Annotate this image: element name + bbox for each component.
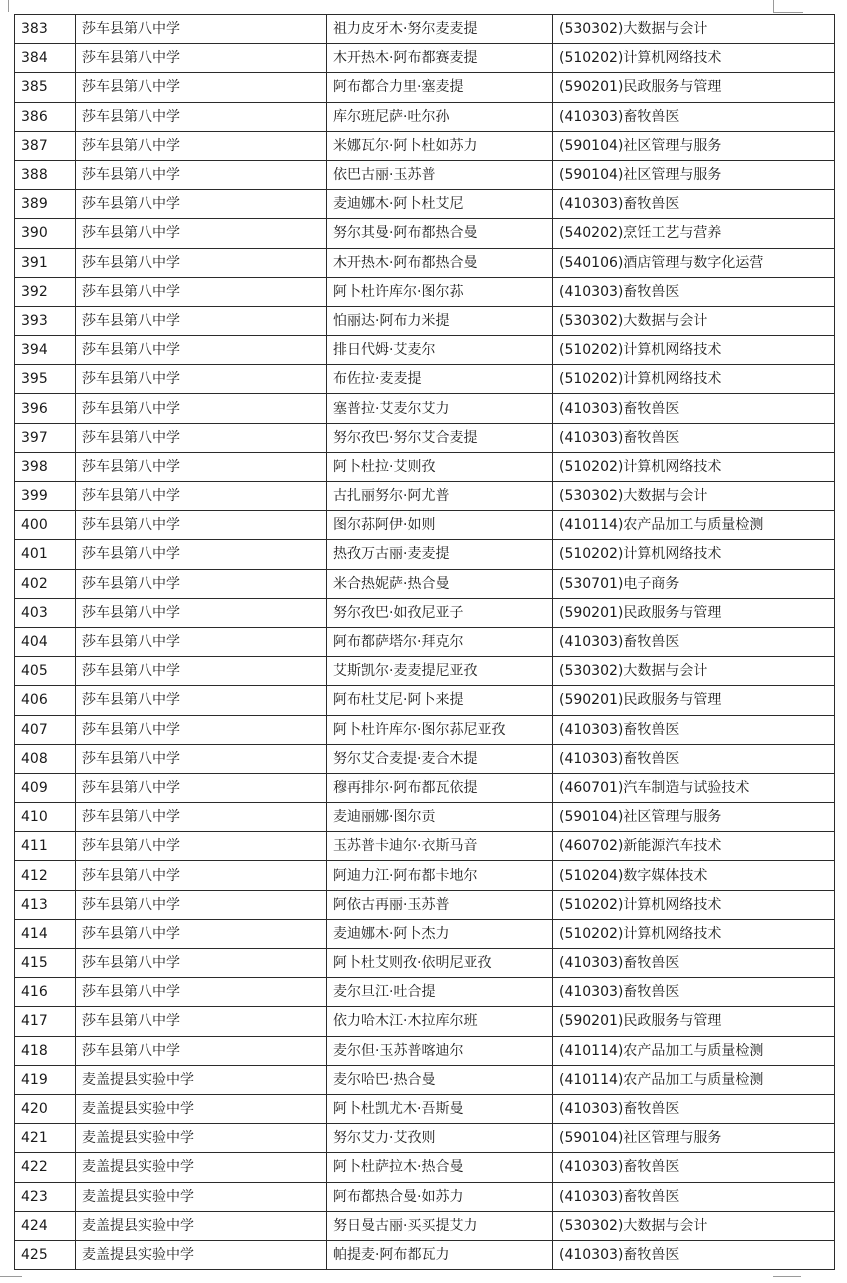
row-number-cell: 404 <box>15 627 76 656</box>
corner-crop-mark-bottom-right <box>773 1276 801 1277</box>
table-row <box>15 365 835 394</box>
table-row <box>15 394 835 423</box>
school-cell: 莎车县第八中学 <box>76 890 327 919</box>
table-row <box>15 540 835 569</box>
school-cell: 莎车县第八中学 <box>76 715 327 744</box>
table-row <box>15 803 835 832</box>
table-row <box>15 627 835 656</box>
table-row <box>15 1153 835 1182</box>
school-cell: 莎车县第八中学 <box>76 949 327 978</box>
school-cell: 莎车县第八中学 <box>76 540 327 569</box>
school-cell: 莎车县第八中学 <box>76 832 327 861</box>
school-cell: 麦盖提县实验中学 <box>76 1094 327 1123</box>
row-number-cell: 411 <box>15 832 76 861</box>
student-name-cell: 艾斯凯尔·麦麦提尼亚孜 <box>327 657 553 686</box>
major-cell: (590104)社区管理与服务 <box>553 803 835 832</box>
student-name-cell: 阿卜杜凯尤木·吾斯曼 <box>327 1094 553 1123</box>
major-cell: (590201)民政服务与管理 <box>553 686 835 715</box>
corner-crop-mark-top-right <box>773 0 774 12</box>
major-cell: (410303)畜牧兽医 <box>553 1182 835 1211</box>
student-name-cell: 麦迪娜木·阿卜杰力 <box>327 919 553 948</box>
school-cell: 莎车县第八中学 <box>76 861 327 890</box>
row-number-cell: 422 <box>15 1153 76 1182</box>
school-cell: 莎车县第八中学 <box>76 598 327 627</box>
student-name-cell: 布佐拉·麦麦提 <box>327 365 553 394</box>
student-name-cell: 阿布都萨塔尔·拜克尔 <box>327 627 553 656</box>
major-cell: (590104)社区管理与服务 <box>553 131 835 160</box>
major-cell: (540202)烹饪工艺与营养 <box>553 219 835 248</box>
table-row <box>15 131 835 160</box>
major-cell: (530302)大数据与会计 <box>553 306 835 335</box>
table-row <box>15 73 835 102</box>
table-row <box>15 1211 835 1240</box>
major-cell: (410303)畜牧兽医 <box>553 978 835 1007</box>
table-row <box>15 1036 835 1065</box>
table-row <box>15 248 835 277</box>
row-number-cell: 425 <box>15 1240 76 1269</box>
table-row <box>15 423 835 452</box>
major-cell: (410303)畜牧兽医 <box>553 190 835 219</box>
major-cell: (410303)畜牧兽医 <box>553 949 835 978</box>
table-row <box>15 978 835 1007</box>
student-name-cell: 阿卜杜艾则孜·依明尼亚孜 <box>327 949 553 978</box>
row-number-cell: 412 <box>15 861 76 890</box>
major-cell: (530701)电子商务 <box>553 569 835 598</box>
school-cell: 莎车县第八中学 <box>76 657 327 686</box>
table-row <box>15 336 835 365</box>
row-number-cell: 416 <box>15 978 76 1007</box>
major-cell: (410114)农产品加工与质量检测 <box>553 511 835 540</box>
major-cell: (410303)畜牧兽医 <box>553 102 835 131</box>
school-cell: 莎车县第八中学 <box>76 336 327 365</box>
row-number-cell: 394 <box>15 336 76 365</box>
student-name-cell: 阿布都合力里·塞麦提 <box>327 73 553 102</box>
school-cell: 莎车县第八中学 <box>76 482 327 511</box>
student-roster-table <box>14 14 835 1270</box>
school-cell: 莎车县第八中学 <box>76 919 327 948</box>
table-row <box>15 919 835 948</box>
row-number-cell: 406 <box>15 686 76 715</box>
major-cell: (590104)社区管理与服务 <box>553 160 835 189</box>
school-cell: 莎车县第八中学 <box>76 219 327 248</box>
student-name-cell: 木开热木·阿布都赛麦提 <box>327 44 553 73</box>
school-cell: 莎车县第八中学 <box>76 452 327 481</box>
student-name-cell: 米娜瓦尔·阿卜杜如苏力 <box>327 131 553 160</box>
major-cell: (510202)计算机网络技术 <box>553 452 835 481</box>
school-cell: 麦盖提县实验中学 <box>76 1153 327 1182</box>
row-number-cell: 413 <box>15 890 76 919</box>
student-name-cell: 麦尔哈巴·热合曼 <box>327 1065 553 1094</box>
row-number-cell: 392 <box>15 277 76 306</box>
student-name-cell: 阿布都热合曼·如苏力 <box>327 1182 553 1211</box>
student-name-cell: 阿依古再丽·玉苏普 <box>327 890 553 919</box>
table-row <box>15 657 835 686</box>
school-cell: 莎车县第八中学 <box>76 131 327 160</box>
school-cell: 莎车县第八中学 <box>76 978 327 1007</box>
school-cell: 麦盖提县实验中学 <box>76 1211 327 1240</box>
row-number-cell: 424 <box>15 1211 76 1240</box>
row-number-cell: 387 <box>15 131 76 160</box>
row-number-cell: 423 <box>15 1182 76 1211</box>
student-name-cell: 古扎丽努尔·阿尤普 <box>327 482 553 511</box>
row-number-cell: 405 <box>15 657 76 686</box>
table-row <box>15 277 835 306</box>
row-number-cell: 419 <box>15 1065 76 1094</box>
student-name-cell: 帕提麦·阿布都瓦力 <box>327 1240 553 1269</box>
school-cell: 莎车县第八中学 <box>76 569 327 598</box>
major-cell: (410303)畜牧兽医 <box>553 277 835 306</box>
student-name-cell: 祖力皮牙木·努尔麦麦提 <box>327 15 553 44</box>
student-name-cell: 塞普拉·艾麦尔艾力 <box>327 394 553 423</box>
major-cell: (410114)农产品加工与质量检测 <box>553 1065 835 1094</box>
major-cell: (410303)畜牧兽医 <box>553 394 835 423</box>
major-cell: (590104)社区管理与服务 <box>553 1124 835 1153</box>
major-cell: (410303)畜牧兽医 <box>553 744 835 773</box>
student-name-cell: 木开热木·阿布都热合曼 <box>327 248 553 277</box>
school-cell: 麦盖提县实验中学 <box>76 1240 327 1269</box>
row-number-cell: 386 <box>15 102 76 131</box>
student-name-cell: 努尔艾合麦提·麦合木提 <box>327 744 553 773</box>
row-number-cell: 385 <box>15 73 76 102</box>
school-cell: 莎车县第八中学 <box>76 102 327 131</box>
row-number-cell: 399 <box>15 482 76 511</box>
table-row <box>15 482 835 511</box>
major-cell: (510202)计算机网络技术 <box>553 540 835 569</box>
major-cell: (410303)畜牧兽医 <box>553 1240 835 1269</box>
school-cell: 莎车县第八中学 <box>76 394 327 423</box>
student-name-cell: 库尔班尼萨·吐尔孙 <box>327 102 553 131</box>
table-row <box>15 598 835 627</box>
table-row <box>15 219 835 248</box>
table-row <box>15 452 835 481</box>
school-cell: 莎车县第八中学 <box>76 190 327 219</box>
row-number-cell: 395 <box>15 365 76 394</box>
major-cell: (410303)畜牧兽医 <box>553 423 835 452</box>
table-row <box>15 190 835 219</box>
table-row <box>15 686 835 715</box>
major-cell: (530302)大数据与会计 <box>553 15 835 44</box>
school-cell: 莎车县第八中学 <box>76 160 327 189</box>
school-cell: 莎车县第八中学 <box>76 686 327 715</box>
major-cell: (410303)畜牧兽医 <box>553 627 835 656</box>
school-cell: 莎车县第八中学 <box>76 511 327 540</box>
school-cell: 莎车县第八中学 <box>76 277 327 306</box>
table-row <box>15 1124 835 1153</box>
school-cell: 莎车县第八中学 <box>76 423 327 452</box>
row-number-cell: 402 <box>15 569 76 598</box>
major-cell: (460701)汽车制造与试验技术 <box>553 773 835 802</box>
major-cell: (460702)新能源汽车技术 <box>553 832 835 861</box>
student-name-cell: 麦尔但·玉苏普喀迪尔 <box>327 1036 553 1065</box>
row-number-cell: 393 <box>15 306 76 335</box>
student-name-cell: 穆再排尔·阿布都瓦依提 <box>327 773 553 802</box>
student-name-cell: 热孜万古丽·麦麦提 <box>327 540 553 569</box>
row-number-cell: 383 <box>15 15 76 44</box>
major-cell: (410303)畜牧兽医 <box>553 1094 835 1123</box>
row-number-cell: 410 <box>15 803 76 832</box>
table-row <box>15 511 835 540</box>
table-row <box>15 1240 835 1269</box>
student-name-cell: 阿卜杜许库尔·图尔荪 <box>327 277 553 306</box>
row-number-cell: 389 <box>15 190 76 219</box>
school-cell: 莎车县第八中学 <box>76 365 327 394</box>
student-name-cell: 依力哈木江·木拉库尔班 <box>327 1007 553 1036</box>
student-name-cell: 玉苏普卡迪尔·衣斯马音 <box>327 832 553 861</box>
student-name-cell: 努尔艾力·艾孜则 <box>327 1124 553 1153</box>
student-name-cell: 阿布杜艾尼·阿卜来提 <box>327 686 553 715</box>
row-number-cell: 384 <box>15 44 76 73</box>
row-number-cell: 388 <box>15 160 76 189</box>
student-name-cell: 努尔其曼·阿布都热合曼 <box>327 219 553 248</box>
school-cell: 莎车县第八中学 <box>76 306 327 335</box>
table-row <box>15 44 835 73</box>
major-cell: (590201)民政服务与管理 <box>553 1007 835 1036</box>
school-cell: 莎车县第八中学 <box>76 1007 327 1036</box>
row-number-cell: 403 <box>15 598 76 627</box>
major-cell: (540106)酒店管理与数字化运营 <box>553 248 835 277</box>
table-row <box>15 1065 835 1094</box>
major-cell: (530302)大数据与会计 <box>553 1211 835 1240</box>
school-cell: 莎车县第八中学 <box>76 44 327 73</box>
row-number-cell: 407 <box>15 715 76 744</box>
school-cell: 莎车县第八中学 <box>76 744 327 773</box>
row-number-cell: 396 <box>15 394 76 423</box>
major-cell: (510202)计算机网络技术 <box>553 890 835 919</box>
table-row <box>15 832 835 861</box>
row-number-cell: 400 <box>15 511 76 540</box>
major-cell: (510202)计算机网络技术 <box>553 365 835 394</box>
row-number-cell: 409 <box>15 773 76 802</box>
row-number-cell: 408 <box>15 744 76 773</box>
student-name-cell: 阿迪力江·阿布都卡地尔 <box>327 861 553 890</box>
major-cell: (410303)畜牧兽医 <box>553 1153 835 1182</box>
row-number-cell: 415 <box>15 949 76 978</box>
corner-crop-mark-bottom-left <box>0 1276 22 1277</box>
major-cell: (510202)计算机网络技术 <box>553 44 835 73</box>
row-number-cell: 401 <box>15 540 76 569</box>
student-name-cell: 怕丽达·阿布力米提 <box>327 306 553 335</box>
row-number-cell: 397 <box>15 423 76 452</box>
major-cell: (530302)大数据与会计 <box>553 482 835 511</box>
table-row <box>15 306 835 335</box>
student-name-cell: 麦迪娜木·阿卜杜艾尼 <box>327 190 553 219</box>
student-name-cell: 努尔孜巴·努尔艾合麦提 <box>327 423 553 452</box>
student-name-cell: 努日曼古丽·买买提艾力 <box>327 1211 553 1240</box>
student-name-cell: 阿卜杜拉·艾则孜 <box>327 452 553 481</box>
school-cell: 莎车县第八中学 <box>76 73 327 102</box>
school-cell: 麦盖提县实验中学 <box>76 1124 327 1153</box>
major-cell: (510202)计算机网络技术 <box>553 336 835 365</box>
major-cell: (410114)农产品加工与质量检测 <box>553 1036 835 1065</box>
row-number-cell: 414 <box>15 919 76 948</box>
corner-crop-mark-top-left <box>8 0 9 12</box>
row-number-cell: 421 <box>15 1124 76 1153</box>
major-cell: (590201)民政服务与管理 <box>553 73 835 102</box>
student-name-cell: 阿卜杜萨拉木·热合曼 <box>327 1153 553 1182</box>
school-cell: 莎车县第八中学 <box>76 1036 327 1065</box>
student-name-cell: 麦尔旦江·吐合提 <box>327 978 553 1007</box>
corner-crop-mark-top-right-horizontal <box>773 12 803 13</box>
student-name-cell: 麦迪丽娜·图尔贡 <box>327 803 553 832</box>
major-cell: (510202)计算机网络技术 <box>553 919 835 948</box>
table-row <box>15 861 835 890</box>
student-name-cell: 阿卜杜许库尔·图尔荪尼亚孜 <box>327 715 553 744</box>
school-cell: 莎车县第八中学 <box>76 773 327 802</box>
table-row <box>15 1007 835 1036</box>
major-cell: (410303)畜牧兽医 <box>553 715 835 744</box>
school-cell: 麦盖提县实验中学 <box>76 1065 327 1094</box>
row-number-cell: 390 <box>15 219 76 248</box>
table-row <box>15 890 835 919</box>
table-row <box>15 1182 835 1211</box>
table-row <box>15 15 835 44</box>
table-row <box>15 102 835 131</box>
major-cell: (590201)民政服务与管理 <box>553 598 835 627</box>
student-name-cell: 依巴古丽·玉苏普 <box>327 160 553 189</box>
school-cell: 莎车县第八中学 <box>76 248 327 277</box>
row-number-cell: 391 <box>15 248 76 277</box>
table-row <box>15 1094 835 1123</box>
row-number-cell: 418 <box>15 1036 76 1065</box>
table-row <box>15 744 835 773</box>
major-cell: (530302)大数据与会计 <box>553 657 835 686</box>
school-cell: 莎车县第八中学 <box>76 803 327 832</box>
table-row <box>15 715 835 744</box>
student-name-cell: 努尔孜巴·如孜尼亚子 <box>327 598 553 627</box>
table-row <box>15 160 835 189</box>
roster-table-body <box>15 15 835 1270</box>
table-row <box>15 773 835 802</box>
student-name-cell: 米合热妮萨·热合曼 <box>327 569 553 598</box>
table-row <box>15 569 835 598</box>
major-cell: (510204)数字媒体技术 <box>553 861 835 890</box>
row-number-cell: 417 <box>15 1007 76 1036</box>
school-cell: 莎车县第八中学 <box>76 627 327 656</box>
student-name-cell: 图尔荪阿伊·如则 <box>327 511 553 540</box>
school-cell: 麦盖提县实验中学 <box>76 1182 327 1211</box>
school-cell: 莎车县第八中学 <box>76 15 327 44</box>
row-number-cell: 398 <box>15 452 76 481</box>
table-row <box>15 949 835 978</box>
student-name-cell: 排日代姆·艾麦尔 <box>327 336 553 365</box>
row-number-cell: 420 <box>15 1094 76 1123</box>
